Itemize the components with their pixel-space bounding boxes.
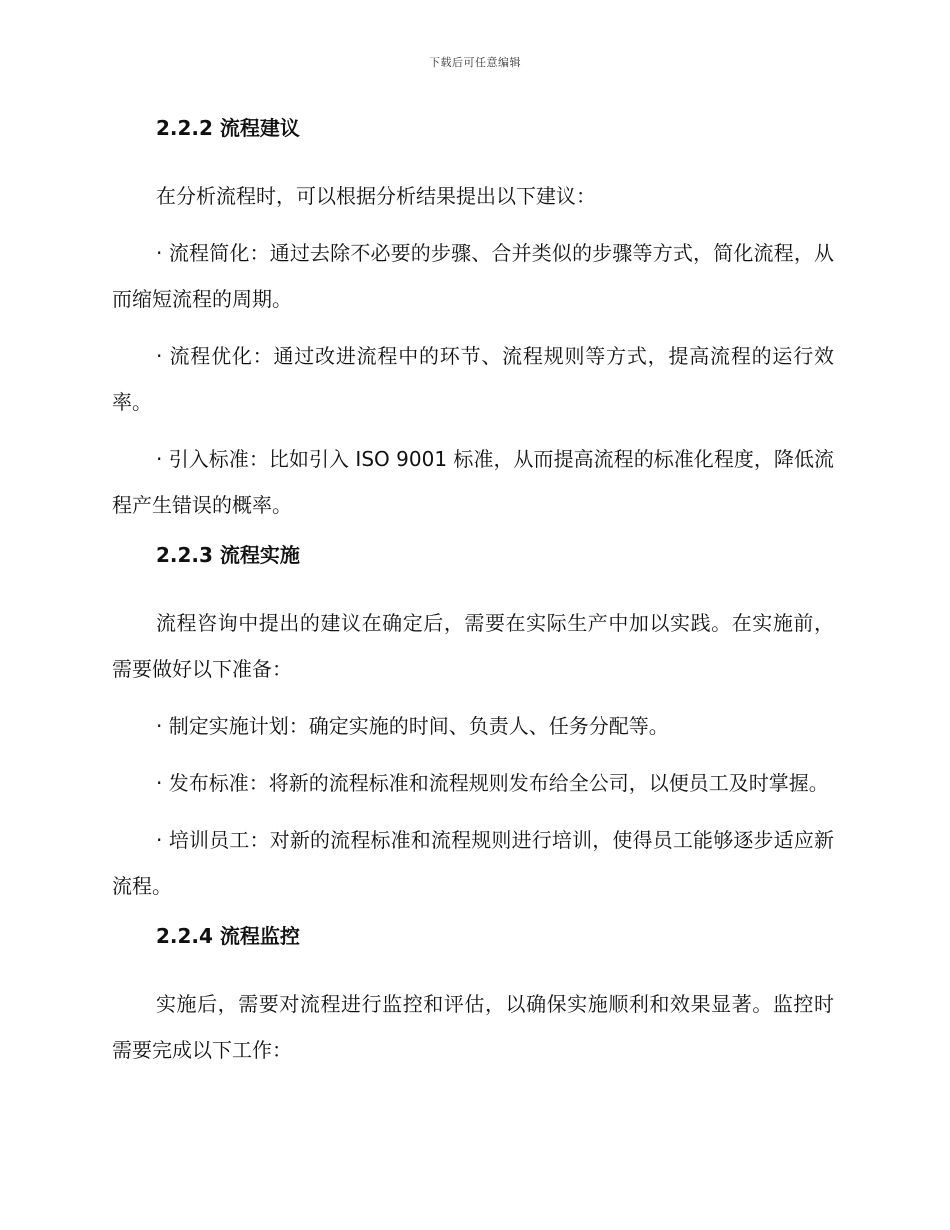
bullet-optimize: · 流程优化：通过改进流程中的环节、流程规则等方式，提高流程的运行效率。	[112, 344, 834, 414]
paragraph-monitoring-intro: 实施后，需要对流程进行监控和评估，以确保实施顺利和效果显著。监控时需要完成以下工作：	[112, 992, 834, 1062]
document-body	[112, 112, 834, 1084]
section-heading-2-2-3: 2.2.3 流程实施	[156, 543, 300, 567]
bullet-standards: · 引入标准：比如引入 ISO 9001 标准，从而提高流程的标准化程度，降低流程产生错误的概率。	[112, 447, 834, 517]
bullet-simplify: · 流程简化：通过去除不必要的步骤、合并类似的步骤等方式，简化流程，从而缩短流程的周期。	[112, 241, 834, 311]
section-heading-2-2-4: 2.2.4 流程监控	[156, 924, 300, 948]
section-heading-2-2-2: 2.2.2 流程建议	[156, 116, 300, 140]
bullet-plan: · 制定实施计划：确定实施的时间、负责人、任务分配等。	[156, 714, 669, 738]
page-header: 下载后可任意编辑	[429, 56, 521, 69]
bullet-training: · 培训员工：对新的流程标准和流程规则进行培训，使得员工能够逐步适应新流程。	[112, 828, 834, 898]
paragraph-implementation-intro: 流程咨询中提出的建议在确定后，需要在实际生产中加以实践。在实施前，需要做好以下准备：	[112, 611, 834, 681]
bullet-publish: · 发布标准：将新的流程标准和流程规则发布给全公司，以便员工及时掌握。	[156, 771, 829, 795]
paragraph-intro-suggestions: 在分析流程时，可以根据分析结果提出以下建议：	[156, 184, 596, 208]
